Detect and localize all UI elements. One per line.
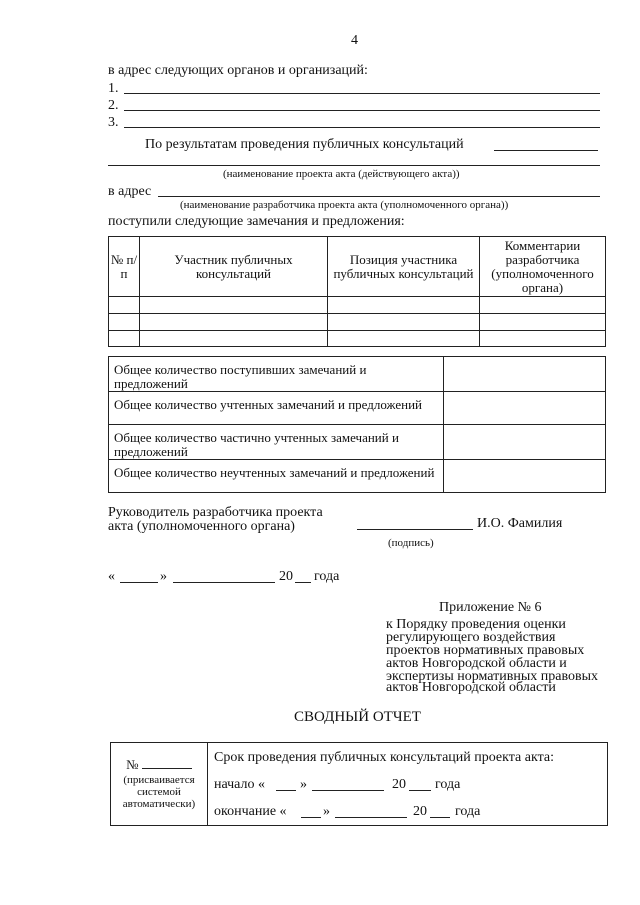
report-period-label: Срок проведения публичных консультаций проекта акта: xyxy=(214,750,554,765)
list-number-3: 3. xyxy=(108,115,119,130)
developer-caption: (наименование разработчика проекта акта (уполномоченного органа)) xyxy=(180,199,509,211)
end-day-line[interactable] xyxy=(301,817,321,818)
appendix-line: регулирующего воздействия xyxy=(386,630,556,645)
table-cell[interactable] xyxy=(109,331,140,347)
appendix-line: актов Новгородской области и xyxy=(386,656,567,671)
header-number: № п/п xyxy=(109,237,140,297)
signature-line[interactable] xyxy=(357,529,473,530)
appendix-line: экспертизы нормативных правовых xyxy=(386,669,598,684)
totals-label: Общее количество частично учтенных замечаний и предложений xyxy=(109,425,444,460)
table-cell[interactable] xyxy=(480,331,606,347)
table-cell[interactable] xyxy=(328,314,480,331)
signature-head-line1: Руководитель разработчика проекта xyxy=(108,505,323,520)
start-year-suffix: года xyxy=(435,777,461,792)
totals-label: Общее количество поступивших замечаний и предложений xyxy=(109,357,444,392)
totals-label: Общее количество учтенных замечаний и предложений xyxy=(109,392,444,425)
table-row xyxy=(109,357,606,392)
appendix-line: актов Новгородской области xyxy=(386,680,556,695)
table-cell[interactable] xyxy=(140,331,328,347)
report-number-cell xyxy=(111,743,208,826)
table-cell[interactable] xyxy=(109,297,140,314)
table-row xyxy=(109,460,606,493)
header-position: Позиция участника публичных консультаций xyxy=(328,237,480,297)
appendix-title: Приложение № 6 xyxy=(439,600,542,615)
table-row xyxy=(109,331,606,347)
report-number-line[interactable] xyxy=(142,758,192,769)
table-cell[interactable] xyxy=(140,314,328,331)
list-line-2[interactable] xyxy=(124,110,600,111)
report-end-label: окончание « xyxy=(214,804,287,819)
date-close-quote: » xyxy=(160,569,167,584)
report-number-label: № xyxy=(126,757,139,772)
table-cell[interactable] xyxy=(480,297,606,314)
table-row xyxy=(109,314,606,331)
report-box xyxy=(110,742,608,826)
intro-text: в адрес следующих органов и организаций: xyxy=(108,63,368,78)
results-text: По результатам проведения публичных консультаций xyxy=(145,137,464,152)
date-year-line[interactable] xyxy=(295,582,311,583)
table-row xyxy=(109,392,606,425)
totals-label: Общее количество неучтенных замечаний и предложений xyxy=(109,460,444,493)
totals-value-cell[interactable] xyxy=(444,392,606,425)
date-open-quote: « xyxy=(108,569,115,584)
report-period-cell: Срок проведения публичных консультаций проекта акта: начало « » 20 года окончание « » 20 года xyxy=(208,743,608,826)
table-cell[interactable] xyxy=(140,297,328,314)
start-year-prefix: 20 xyxy=(392,777,406,792)
date-year-suffix: года xyxy=(314,569,340,584)
list-number-1: 1. xyxy=(108,81,119,96)
date-year-prefix: 20 xyxy=(279,569,293,584)
table-cell[interactable] xyxy=(109,314,140,331)
date-month-line[interactable] xyxy=(173,582,275,583)
list-line-1[interactable] xyxy=(124,93,600,94)
received-text: поступили следующие замечания и предложения: xyxy=(108,214,405,229)
table-row xyxy=(109,297,606,314)
appendix-line: к Порядку проведения оценки xyxy=(386,617,566,632)
appendix-line: проектов нормативных правовых xyxy=(386,643,585,658)
results-line[interactable] xyxy=(494,150,598,151)
address-line[interactable] xyxy=(158,196,600,197)
report-number-caption-3: автоматически) xyxy=(122,798,196,810)
signature-caption: (подпись) xyxy=(388,537,434,549)
date-day-line[interactable] xyxy=(120,582,158,583)
report-start-label: начало « xyxy=(214,777,266,792)
start-day-line[interactable] xyxy=(276,790,296,791)
table-row xyxy=(109,425,606,460)
report-number-caption-1: (присваивается xyxy=(123,774,195,786)
header-participant: Участник публичных консультаций xyxy=(140,237,328,297)
end-year-suffix: года xyxy=(455,804,481,819)
table-cell[interactable] xyxy=(328,297,480,314)
signature-head-line2: акта (уполномоченного органа) xyxy=(108,519,295,534)
end-month-line[interactable] xyxy=(335,817,407,818)
list-number-2: 2. xyxy=(108,98,119,113)
totals-table xyxy=(108,356,606,493)
header-comments: Комментарии разработчика (уполномоченного органа) xyxy=(480,237,606,297)
end-year-line[interactable] xyxy=(430,817,450,818)
comments-table xyxy=(108,236,606,347)
page-number: 4 xyxy=(351,33,358,48)
totals-value-cell[interactable] xyxy=(444,460,606,493)
start-month-line[interactable] xyxy=(312,790,384,791)
table-cell[interactable] xyxy=(480,314,606,331)
report-number-caption-2: системой xyxy=(137,786,181,798)
list-line-3[interactable] xyxy=(124,127,600,128)
start-year-line[interactable] xyxy=(409,790,431,791)
act-name-caption: (наименование проекта акта (действующего акта)) xyxy=(223,168,460,180)
totals-value-cell[interactable] xyxy=(444,425,606,460)
act-name-line[interactable] xyxy=(108,165,600,166)
totals-value-cell[interactable] xyxy=(444,357,606,392)
address-label: в адрес xyxy=(108,184,152,199)
signature-name: И.О. Фамилия xyxy=(477,516,563,531)
end-year-prefix: 20 xyxy=(413,804,427,819)
report-title: СВОДНЫЙ ОТЧЕТ xyxy=(294,709,421,725)
table-cell[interactable] xyxy=(328,331,480,347)
